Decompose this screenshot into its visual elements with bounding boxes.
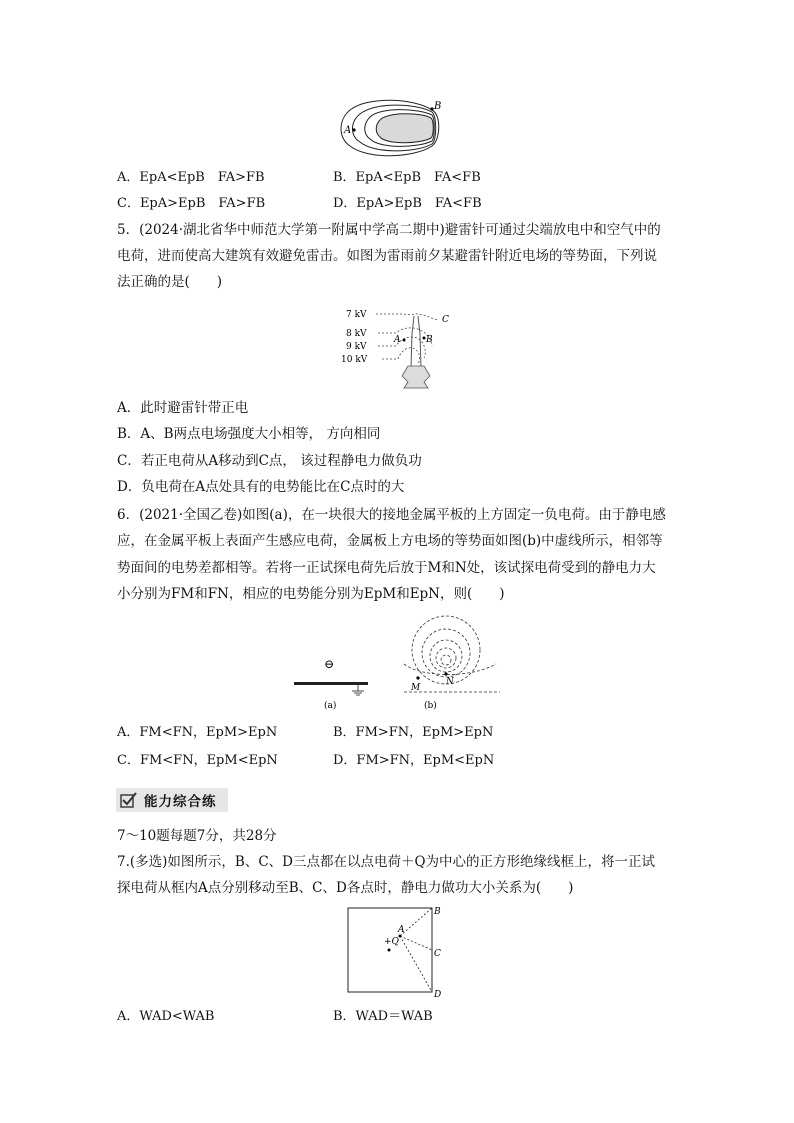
q5-stem-line-3: 法正确的是( ) — [117, 274, 223, 290]
q5-option-d: D．负电荷在A点处具有的电势能比在C点时的大 — [117, 479, 405, 495]
q5-label-c: C — [442, 315, 449, 325]
q5-label-a: A — [394, 335, 401, 345]
q6-figure-b — [402, 612, 502, 712]
q7-figure — [342, 902, 452, 1000]
q5-label-10kv: 10 kV — [341, 355, 368, 365]
q4-option-c: C．EpA>EpB FA>FB — [117, 196, 266, 211]
q7-label-b: B — [434, 907, 441, 917]
q5-option-b: B．A、B两点电场强度大小相等， 方向相同 — [117, 426, 381, 442]
q6-label-charge: ⊖ — [324, 657, 335, 671]
q5-option-a: A．此时避雷针带正电 — [117, 400, 249, 416]
q6-figure-a — [290, 650, 380, 712]
q5-label-b: B — [426, 335, 433, 345]
score-line: 7～10题每题7分，共28分 — [117, 828, 277, 844]
section-header — [116, 788, 228, 812]
q6-option-a: A．FM<FN，EpM>EpN — [117, 725, 278, 740]
q6-stem-line-4: 小分别为FM和FN，相应的电势能分别为EpM和EpN，则( ) — [117, 586, 505, 602]
q6-stem-line-2: 应，在金属平板上表面产生感应电荷，金属板上方电场的等势面如图(b)中虚线所示，相邻等 — [117, 533, 663, 549]
q5-stem-line-2: 电荷，进而使高大建筑有效避免雷击。如图为雷雨前夕某避雷针附近电场的等势面，下列说 — [117, 248, 657, 264]
q7-label-q: +Q — [384, 937, 399, 947]
q7-option-b: B．WAD＝WAB — [333, 1009, 433, 1024]
q4-option-d: D．EpA>EpB FA<FB — [333, 196, 482, 211]
section-title: 能力综合练 — [144, 794, 217, 810]
q5-option-c: C．若正电荷从A移动到C点， 该过程静电力做负功 — [117, 453, 422, 469]
q7-option-a: A．WAD<WAB — [117, 1009, 215, 1024]
q5-label-7kv: 7 kV — [346, 310, 367, 320]
q5-stem-line-1: 5．(2024·湖北省华中师范大学第一附属中学高二期中)避雷针可通过尖端放电中和空气中的 — [117, 222, 661, 238]
checkbox-icon — [120, 792, 138, 808]
q6-label-n: N — [446, 677, 454, 687]
q5-label-9kv: 9 kV — [346, 342, 367, 352]
q7-label-d: D — [434, 990, 442, 1000]
q7-label-a: A — [398, 925, 405, 935]
q6-option-c: C．FM<FN，EpM<EpN — [117, 753, 278, 768]
q4-option-a: A．EpA<EpB FA>FB — [117, 170, 265, 185]
q4-figure — [340, 96, 452, 160]
q6-label-a: (a) — [324, 701, 337, 711]
q7-stem-line-2: 探电荷从框内A点分别移动至B、C、D各点时，静电力做功大小关系为( ) — [117, 880, 574, 896]
q7-label-c: C — [434, 949, 441, 959]
q6-stem-line-1: 6．(2021·全国乙卷)如图(a)，在一块很大的接地金属平板的上方固定一负电荷。由于静电感 — [117, 507, 666, 523]
q5-figure — [338, 304, 458, 394]
q4-label-a: A — [344, 125, 352, 136]
q6-label-b: (b) — [424, 701, 437, 711]
q4-label-b: B — [434, 101, 442, 112]
q6-option-b: B．FM>FN，EpM>EpN — [333, 725, 494, 740]
q6-label-m: M — [411, 683, 421, 693]
q7-stem-line-1: 7.(多选)如图所示，B、C、D三点都在以点电荷＋Q为中心的正方形绝缘线框上，将一正试 — [117, 854, 656, 870]
q6-option-d: D．FM>FN，EpM<EpN — [333, 753, 495, 768]
q4-option-b: B．EpA<EpB FA<FB — [333, 170, 481, 185]
q6-stem-line-3: 势面间的电势差都相等。若将一正试探电荷先后放于M和N处，该试探电荷受到的静电力大 — [117, 560, 656, 576]
q5-label-8kv: 8 kV — [346, 329, 367, 339]
